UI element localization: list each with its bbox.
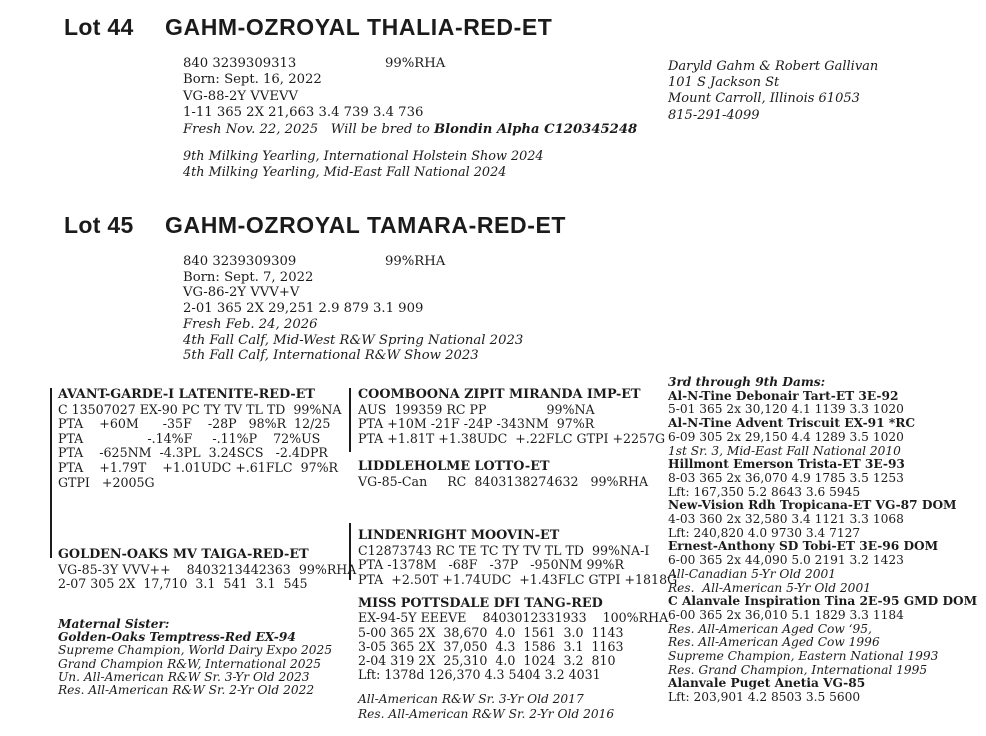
dam-name: Alanvale Puget Anetia VG-85 [668,676,866,691]
show-result: 5th Fall Calf, International R&W Show 2023 [183,348,479,364]
ancestor-stat-line: EX-94-5Y EEEVE 8403012331933 100%RHA [358,610,669,626]
lot45-born: Born: Sept. 7, 2022 [183,269,314,285]
dam-record: 5-01 365 2x 30,120 4.1 1139 3.3 1020 [668,402,904,417]
lot44-details [183,56,637,138]
pedigree-bracket-left [50,388,52,558]
lot44-animal-name: GAHM-OZROYAL THALIA-RED-ET [165,14,553,40]
lot45-classification: VG-86-2Y VVV+V [183,285,300,301]
lot44-classification: VG-88-2Y VVEVV [183,88,299,104]
lot45-number: Lot 45 [64,212,134,238]
dam-record: 8-03 365 2x 36,070 4.9 1785 3.5 1253 [668,470,904,485]
lot44-reg-id: 840 3239309313 [183,56,297,71]
lot45-registration-line [183,254,523,270]
award-line: Res. All-American Aged Cow ‘95, [668,621,872,636]
award-line: Supreme Champion, Eastern National 1993 [668,649,939,664]
award-line: Grand Champion R&W, International 2025 [58,656,322,671]
sire-stat-line: PTA -625NM -4.3PL 3.24SCS -2.4DPR [58,445,328,461]
dam-record: 6-00 365 2x 44,090 5.0 2191 3.2 1423 [668,553,904,568]
dam-name: Ernest-Anthony SD Tobi-ET 3E-96 DOM [668,539,939,554]
consignor-street: 101 S Jackson St [668,75,780,91]
ancestor-stat-line: PTA -1378M -68F -37P -950NM 99%R [358,557,624,573]
consignor-name: Daryld Gahm & Robert Gallivan [668,59,879,74]
sire-stat-line: PTA -.14%F -.11%P 72%US [58,430,321,446]
ancestor-stat-line: AUS 199359 RC PP 99%NA [358,401,595,417]
lot44-show-results [183,149,544,180]
dam-stat-line: VG-85-3Y VVV++ 8403213442363 99%RHA [58,561,357,577]
lot44-consignor [668,59,878,124]
ancestor-stat-line: 3-05 365 2X 37,050 4.3 1586 3.1 1163 [358,638,624,654]
pedigree-ancestor-block [358,460,648,489]
show-result: 9th Milking Yearling, International Holstein Show 2024 [183,149,544,164]
award-line: All-American R&W Sr. 3-Yr Old 2017 [358,692,584,706]
lot44-registration-line [183,56,637,72]
sire-name: AVANT-GARDE-I LATENITE-RED-ET [58,387,315,402]
dam-name: C Alanvale Inspiration Tina 2E-95 GMD DOM [668,594,978,609]
maternal-sister-block [58,618,332,697]
ancestor-stat-line: Lft: 1378d 126,370 4.3 5404 3.2 4031 [358,667,601,683]
ancestor-name: MISS POTTSDALE DFI TANG-RED [358,596,603,611]
show-result: 4th Fall Calf, Mid-West R&W Spring National 2023 [183,332,524,348]
dam-name: GOLDEN-OAKS MV TAIGA-RED-ET [58,547,309,562]
further-dams-block [668,376,977,705]
award-line: Res. All-American R&W Sr. 2-Yr Old 2016 [358,706,615,721]
lot44-born: Born: Sept. 16, 2022 [183,72,322,88]
pedigree-ancestor-block [358,388,665,446]
award-line: Res. All-American R&W Sr. 2-Yr Old 2022 [58,683,315,698]
pedigree-sire-block [58,388,341,490]
ancestor-stat-line: 2-04 319 2X 25,310 4.0 1024 3.2 810 [358,653,616,669]
show-result: 4th Milking Yearling, Mid-East Fall National 2024 [183,164,507,180]
maternal-sister-heading: Maternal Sister: [58,617,170,631]
dam-name: Al-N-Tine Debonair Tart-ET 3E-92 [668,388,899,403]
dam-record: Lft: 167,350 5.2 8643 3.6 5945 [668,484,861,499]
sire-stat-line: GTPI +2005G [58,474,155,490]
ancestor-name: LIDDLEHOLME LOTTO-ET [358,459,550,474]
col2-awards [358,692,614,722]
dam-record: 6-09 305 2x 29,150 4.4 1289 3.5 1020 [668,429,904,444]
pedigree-bracket-mid-top [349,388,351,452]
lot44-fresh-line [183,122,637,138]
award-line: Res. Grand Champion, International 1995 [668,662,928,677]
pedigree-ancestor-block [358,529,677,587]
lot45-details [183,254,523,364]
consignor-city: Mount Carroll, Illinois 61053 [668,91,860,107]
award-line: All-Canadian 5-Yr Old 2001 [668,566,836,581]
lot44-fresh-text: Fresh Nov. 22, 2025 Will be bred to [183,121,434,137]
pedigree-dam-block [58,548,356,592]
sire-stat-line: PTA +60M -35F -28P 98%R 12/25 [58,416,331,432]
lot45-header [64,212,566,239]
ancestor-stat-line: VG-85-Can RC 8403138274632 99%RHA [358,473,649,489]
dam-name: Hillmont Emerson Trista-ET 3E-93 [668,457,905,472]
ancestor-name: COOMBOONA ZIPIT MIRANDA IMP-ET [358,387,641,402]
lot45-rha: 99%RHA [385,254,446,269]
dam-record: Lft: 203,901 4.2 8503 3.5 5600 [668,690,861,705]
lot45-fresh: Fresh Feb. 24, 2026 [183,316,318,332]
pedigree-ancestor-block [358,597,668,683]
ancestor-stat-line: PTA +2.50T +1.74UDC +1.43FLC GTPI +1818G [358,571,678,587]
ancestor-stat-line: PTA +1.81T +1.38UDC +.22FLC GTPI +2257G [358,430,666,446]
dam-name: Al-N-Tine Advent Triscuit EX-91 *RC [668,416,916,431]
award-line: 1st Sr. 3, Mid-East Fall National 2010 [668,443,901,458]
award-line: Res. All-American Aged Cow 1996 [668,635,880,650]
lot45-animal-name: GAHM-OZROYAL TAMARA-RED-ET [165,212,567,238]
award-line: Supreme Champion, World Dairy Expo 2025 [58,643,333,658]
sire-stat-line: C 13507027 EX-90 PC TY TV TL TD 99%NA [58,401,342,417]
lot44-header [64,14,552,41]
dam-name: New-Vision Rdh Tropicana-ET VG-87 DOM [668,498,957,513]
lot45-record: 2-01 365 2X 29,251 2.9 879 3.1 909 [183,301,424,317]
lot44-number: Lot 44 [64,14,134,40]
award-line: Un. All-American R&W Sr. 3-Yr Old 2023 [58,669,310,684]
lot44-rha: 99%RHA [385,56,446,71]
dam-record: 4-03 360 2x 32,580 3.4 1121 3.3 1068 [668,512,904,527]
dam-stat-line: 2-07 305 2X 17,710 3.1 541 3.1 545 [58,576,308,592]
maternal-sister-name: Golden-Oaks Temptress-Red EX-94 [58,630,296,645]
further-dams-heading: 3rd through 9th Dams: [668,375,826,389]
ancestor-stat-line: 5-00 365 2X 38,670 4.0 1561 3.0 1143 [358,624,624,640]
ancestor-name: LINDENRIGHT MOOVIN-ET [358,528,560,543]
lot44-service-sire: Blondin Alpha C120345248 [433,121,638,137]
ancestor-stat-line: PTA +10M -21F -24P -343NM 97%R [358,416,595,432]
lot44-record: 1-11 365 2X 21,663 3.4 739 3.4 736 [183,105,424,121]
dam-record: Lft: 240,820 4.0 9730 3.4 7127 [668,525,861,540]
ancestor-stat-line: C12873743 RC TE TC TY TV TL TD 99%NA-I [358,542,650,558]
dam-record: 6-00 365 2x 36,010 5.1 1829 3.3 1184 [668,607,904,622]
lot45-reg-id: 840 3239309309 [183,254,297,269]
award-line: Res. All-American 5-Yr Old 2001 [668,580,871,595]
sire-stat-line: PTA +1.79T +1.01UDC +.61FLC 97%R [58,459,339,475]
consignor-phone: 815-291-4099 [668,107,760,123]
